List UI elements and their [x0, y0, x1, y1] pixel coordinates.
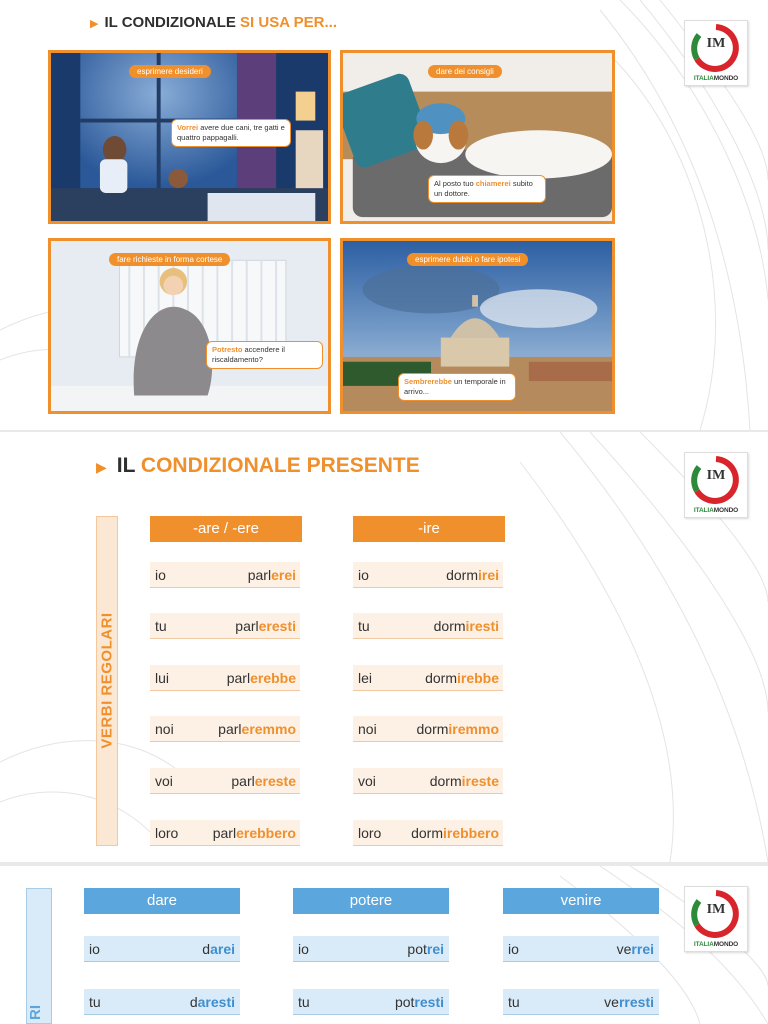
bullet-triangle-icon: ▶: [90, 18, 99, 30]
conjugation-row: voi dormireste: [353, 768, 503, 794]
conjugation-row: tu potresti: [293, 989, 449, 1015]
conjugation-row: tu verresti: [503, 989, 659, 1015]
panel-ipotesi: [340, 238, 615, 414]
panel-caption: fare richieste in forma cortese: [109, 253, 230, 266]
conjugation-row: lei dormirebbe: [353, 665, 503, 691]
conjugation-row: tu parleresti: [150, 613, 300, 639]
panel-caption: esprimere dubbi o fare ipotesi: [407, 253, 528, 266]
column-header-dare: dare: [84, 888, 240, 914]
conjugation-row: io verrei: [503, 936, 659, 962]
slide-condizionale-presente: [0, 432, 768, 862]
conjugation-row: io potrei: [293, 936, 449, 962]
slide-uses: [0, 0, 768, 430]
verbi-regolari-label: VERBI REGOLARI: [98, 612, 116, 749]
panel-caption: dare dei consigli: [428, 65, 502, 78]
verbi-irregolari-label: RI: [27, 1005, 44, 1020]
panel-desideri: [48, 50, 331, 224]
panel-caption: esprimere desideri: [129, 65, 211, 78]
column-header-ire: -ire: [353, 516, 505, 542]
conjugation-row: tu daresti: [84, 989, 240, 1015]
speech-bubble: Vorrei avere due cani, tre gatti e quattro pappagalli.: [171, 119, 291, 147]
italiamondo-logo: [684, 20, 748, 86]
speech-bubble: Sembrerebbe un temporale in arrivo...: [398, 373, 516, 401]
column-header-venire: venire: [503, 888, 659, 914]
italiamondo-logo: [684, 886, 748, 952]
conjugation-row: io dormirei: [353, 562, 503, 588]
logo-wordmark: ITALIAMONDO: [693, 941, 739, 948]
slide-verbi-irregolari: [0, 866, 768, 1024]
column-header-potere: potere: [293, 888, 449, 914]
column-header-are-ere: -are / -ere: [150, 516, 302, 542]
conjugation-row: loro dormirebbero: [353, 820, 503, 846]
panel-consigli: [340, 50, 615, 224]
conjugation-row: noi parleremmo: [150, 716, 300, 742]
conjugation-row: voi parlereste: [150, 768, 300, 794]
cold-woman-illustration: [51, 241, 328, 411]
slide2-title: ▶ IL CONDIZIONALE PRESENTE: [96, 454, 420, 477]
panel-richieste: [48, 238, 331, 414]
logo-mark-text: IM: [706, 468, 726, 483]
speech-bubble: Al posto tuo chiamerei subito un dottore.: [428, 175, 546, 203]
conjugation-row: io parlerei: [150, 562, 300, 588]
verbi-irregolari-bar: [26, 888, 52, 1024]
conjugation-row: io darei: [84, 936, 240, 962]
logo-mark-text: IM: [706, 902, 726, 917]
conjugation-row: loro parlerebbero: [150, 820, 300, 846]
logo-wordmark: ITALIAMONDO: [693, 507, 739, 514]
slide1-title: ▶ IL CONDIZIONALE SI USA PER...: [90, 14, 337, 31]
conjugation-row: noi dormiremmo: [353, 716, 503, 742]
logo-wordmark: ITALIAMONDO: [693, 75, 739, 82]
logo-mark-text: IM: [706, 36, 726, 51]
italiamondo-logo: [684, 452, 748, 518]
bullet-triangle-icon: ▶: [96, 459, 107, 475]
speech-bubble: Potresto accendere il riscaldamento?: [206, 341, 323, 369]
conjugation-row: tu dormiresti: [353, 613, 503, 639]
conjugation-row: lui parlerebbe: [150, 665, 300, 691]
